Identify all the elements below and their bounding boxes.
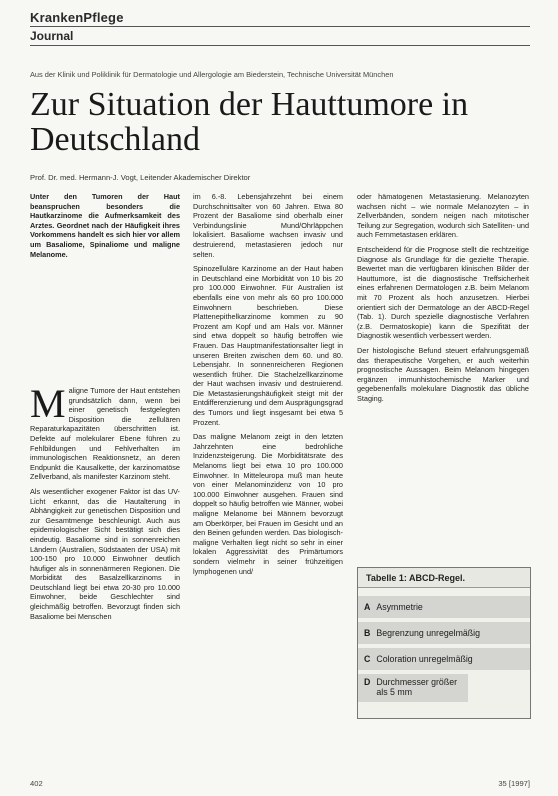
body-paragraph-8: Der histologische Befund steuert erfahrungsgemäß das therapeutische Vorgehen, er auch weiterhin prognostische Aussagen. Beim Melanom hingegen ergänzen immunhistochemische Marker und gegebenenfalls molekulare Diagnostik das übliche Staging. (357, 345, 529, 403)
journal-name: KrankenPflege (30, 10, 124, 25)
body-paragraph-6: oder hämatogenen Metastasierung. Melanozyten wachsen nicht – wie normale Melanozyten – in Zellverbänden, sondern neigen nach mitotischer Teilung zur Segregation, wodurch sich Satelliten- und auch Fernmetastasen erklären. (357, 192, 529, 240)
body-paragraph-2: Als wesentlicher exogener Faktor ist das UV-Licht erkannt, das die Hautalterung in Abhängigkeit zur genetischen Disposition und zur Gesamtmenge beschleunigt. Auch aus epidemiologischer Sicht bestätigt sich dies eindeutig. Basaliome sind in sonnenreichen Ländern (Australien, Südstaaten der USA) mit 100-150 pro 10.000 Einwohner deutlich häufiger als in sonnenärmeren Regionen. Die Morbidität des Basalzellkarzinoms in Deutschland liegt bei etwa 20-30 pro 10.000 Einwohner, beide Geschlechter sind gleichmäßig betroffen. Bevorzugt finden sich Basaliome bei Menschen (30, 486, 180, 621)
table-row-text: Durchmesser größer als 5 mm (376, 677, 458, 697)
table-row-d (358, 674, 468, 702)
header-rule-bottom (30, 45, 530, 46)
article-title: Zur Situation der Hauttumore in Deutschland (30, 86, 469, 158)
body-paragraph-3: im 6.-8. Lebensjahrzehnt bei einem Durchschnittsalter von 60 Jahren. Etwa 80 Prozent der Basaliome sind oberhalb einer Verbindungslinie Mund/Ohrläppchen lokalisiert. Basaliome wachsen invasiv und destruierend, metastasieren jedoch nur selten. (193, 192, 343, 259)
table-row-a (358, 596, 530, 618)
abcd-table (357, 567, 531, 719)
body-paragraph-5: Das maligne Melanom zeigt in den letzten Jahrzehnten eine bedrohliche Inzidenzsteigerung. Die Morbiditätsrate des Melanoms liegt bei etwa 10 pro 100.000 Einwohner. In Mitteleuropa muß man heute von einer Melanominzidenz von 10 pro 100.000 Einwohner ausgehen. Frauen sind doppelt so häufig betroffen wie Männer, wobei maligne Melanome bei Männern bevorzugt am Oberkörper, bei Frauen im Gesicht und an den Beinen gefunden werden. Das biologisch-maligne Verhalten liegt nicht so sehr in einer lokalen Aggressivität des Primärtumors sondern vielmehr in seiner frühzeitigen lymphogenen und/ (193, 432, 343, 576)
table-row-text: Begrenzung unregelmäßig (376, 628, 481, 638)
table-row-letter: D (364, 677, 371, 687)
table-row-letter: B (364, 628, 371, 638)
table-row-letter: C (364, 654, 371, 664)
body-paragraph-7: Entscheidend für die Prognose stellt die rechtzeitige Diagnose als Grundlage für die gezielte Therapie. Bewertet man die verfügbaren klinischen Bilder der Hauttumore, ist die diagnostische Treffsicherheit eines erfahrenen Dermatologen z.B. beim Melanom mit 70 Prozent als hoch anzusetzen. Hierbei orientiert sich der Dermatologe an der ABCD-Regel (Tab. 1). Durch spezielle diagnostische Verfahren (z.B. Dermatoskopie) kann die Spezifität der Diagnostik wesentlich verbessert werden. (357, 244, 529, 341)
body-paragraph-4: Spinozelluläre Karzinome an der Haut haben in Deutschland eine Morbidität von 10 bis 20 pro 100.000 Einwohner. Für Australien ist ebenfalls eine von mehr als 60 pro 100.000 Einwohnern beschrieben. Diese Plattenepithelkarzinome kommen zu 90 Prozent am Kopf und am Hals vor. Männer sind etwa doppelt so häufig betroffen wie Frauen. Das Hauptmanifestationsalter liegt in unseren Breiten zwischen dem 60. und 80. Lebensjahr. In sonnenreicheren Regionen wesentlich früher. Die Stachelzellkarzinome der Haut wachsen invasiv und destruierend. Die Metastasierungshäufigkeit steigt mit der Entdifferenzierung und dem Ausprägungsgrad des Tumors und liegt insgesamt bei etwa 5 Prozent. (193, 264, 343, 427)
intro-paragraph: Unter den Tumoren der Haut beanspruchen besonders die Hautkarzinome die Aufmerksamkeit des Arztes. Geordnet nach der Häufigkeit ihres Vorkommens handelt es sich hier vor allem um Basaliome, Spinaliome und maligne Melanome. (30, 192, 180, 259)
body-paragraph-1-text: aligne Tumore der Haut entstehen grundsätzlich dann, wenn bei einer genetisch festgelegten Disposition die zellulären Reparaturkapazitäten überschritten ist. Defekte auf molekularer Ebene führen zu Fehlbildungen und Fehlverhalten im immunologischen Reaktionsnetz, an deren Endpunkt die Kausalkette, der karzinomatöse Zellverband, als manifester Karzinom steht. (30, 386, 180, 482)
issue-label: 35 [1997] (498, 779, 530, 788)
header-rule-top (30, 26, 530, 27)
section-label: Journal (30, 29, 74, 43)
drop-cap: M (30, 381, 66, 426)
table-row-letter: A (364, 602, 371, 612)
column-3 (357, 192, 529, 408)
table-row-text: Asymmetrie (376, 602, 423, 612)
column-1-body (30, 381, 180, 626)
table-row-c (358, 648, 530, 670)
table-row-b (358, 622, 530, 644)
body-paragraph-1 (30, 381, 180, 482)
affiliation: Aus der Klinik und Poliklinik für Dermatologie und Allergologie am Biederstein, Technische Universität München (30, 70, 394, 79)
author-line: Prof. Dr. med. Hermann-J. Vogt, Leitender Akademischer Direktor (30, 173, 251, 182)
table-row-text: Coloration unregelmäßig (376, 654, 473, 664)
table-title: Tabelle 1: ABCD-Regel. (358, 568, 530, 588)
page-number: 402 (30, 779, 43, 788)
column-1 (30, 192, 180, 264)
column-2 (193, 192, 343, 581)
